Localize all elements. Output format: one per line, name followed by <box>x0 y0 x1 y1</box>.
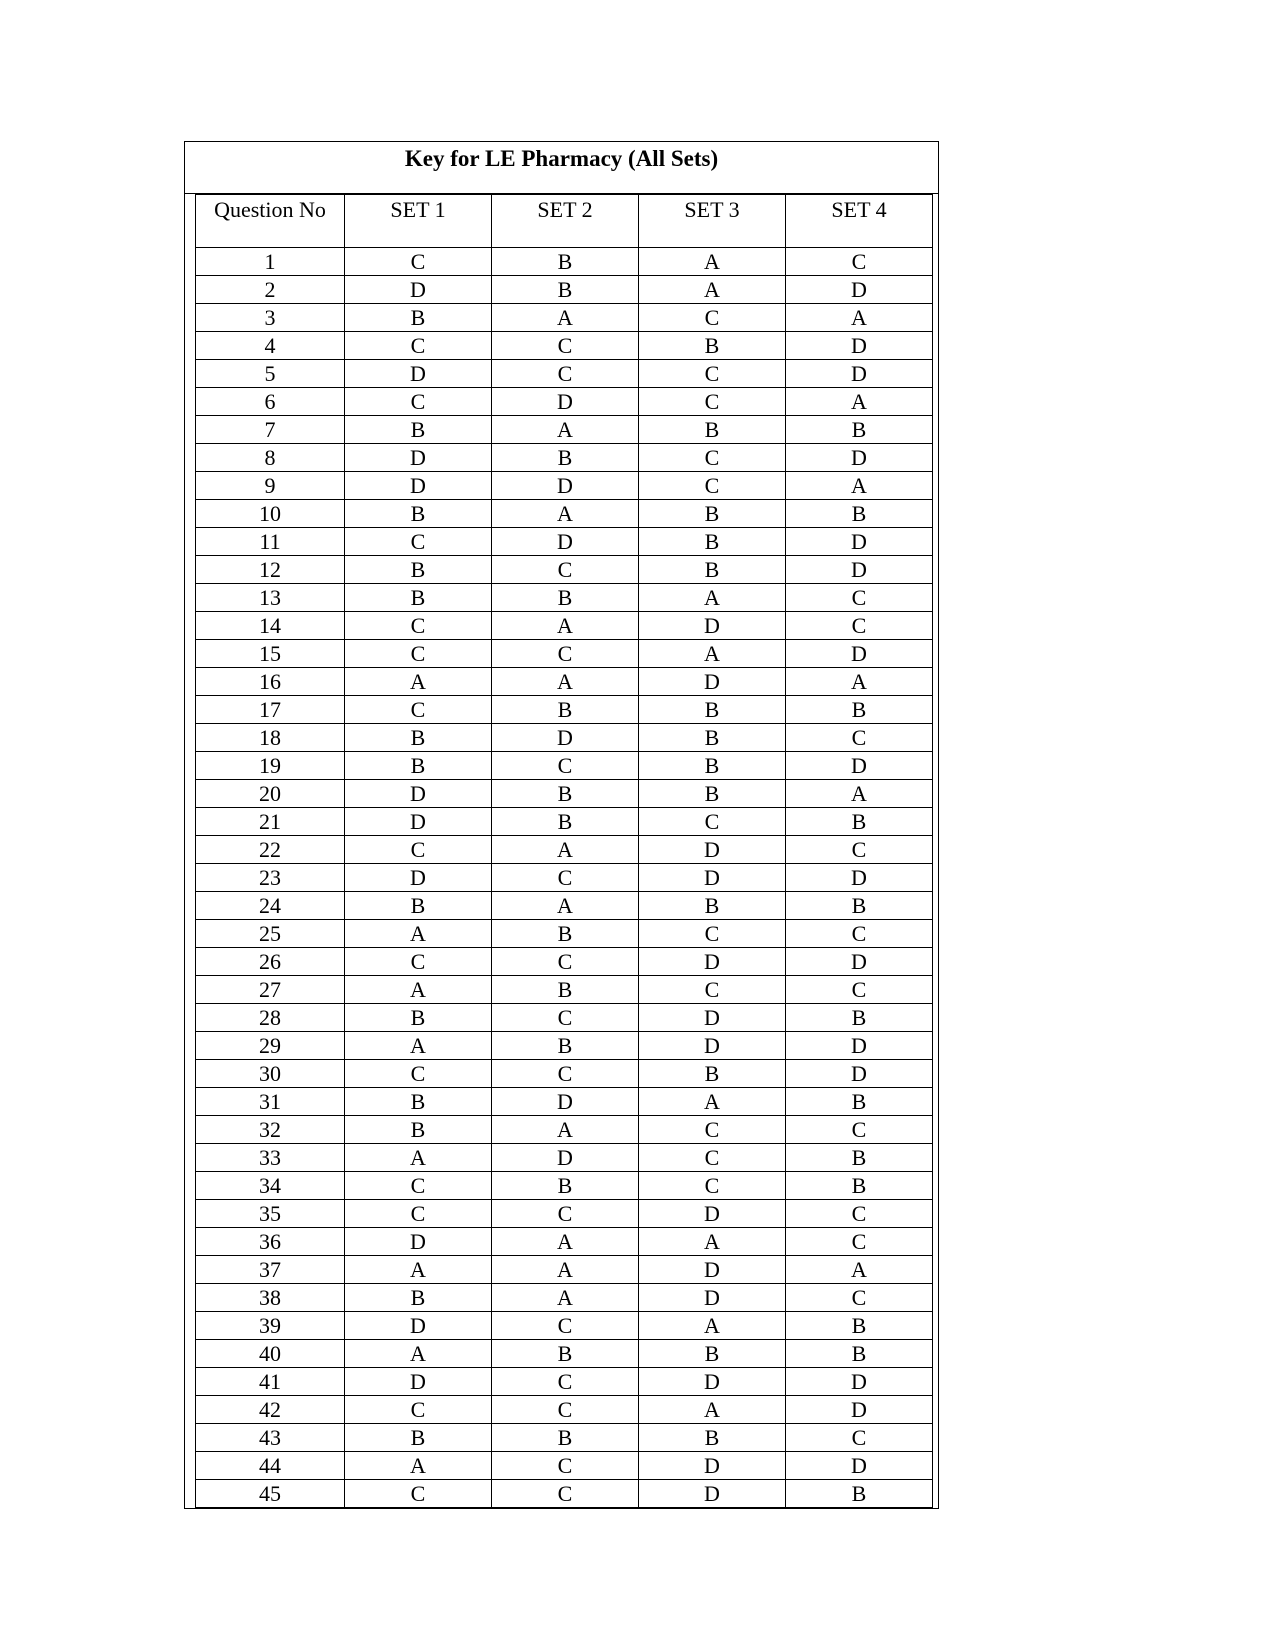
question-number-cell: 6 <box>196 388 345 416</box>
set-2-cell: B <box>492 444 639 472</box>
set-2-cell: A <box>492 892 639 920</box>
table-row <box>196 500 933 528</box>
question-number-cell: 15 <box>196 640 345 668</box>
set-1-cell: C <box>345 1200 492 1228</box>
set-1-cell: B <box>345 584 492 612</box>
set-1-cell: A <box>345 668 492 696</box>
set-1-cell: B <box>345 752 492 780</box>
set-2-cell: D <box>492 1088 639 1116</box>
table-row <box>196 612 933 640</box>
question-number-cell: 20 <box>196 780 345 808</box>
table-row <box>196 248 933 276</box>
set-2-cell: D <box>492 724 639 752</box>
set-4-cell: A <box>786 780 933 808</box>
set-2-cell: A <box>492 612 639 640</box>
set-2-cell: D <box>492 388 639 416</box>
question-number-cell: 43 <box>196 1424 345 1452</box>
question-number-cell: 31 <box>196 1088 345 1116</box>
set-4-cell: C <box>786 976 933 1004</box>
set-3-cell: A <box>639 1396 786 1424</box>
table-row <box>196 808 933 836</box>
set-3-cell: C <box>639 1116 786 1144</box>
set-3-cell: D <box>639 948 786 976</box>
question-number-cell: 27 <box>196 976 345 1004</box>
set-1-cell: C <box>345 1480 492 1508</box>
set-3-cell: B <box>639 500 786 528</box>
set-2-cell: B <box>492 1172 639 1200</box>
set-1-cell: A <box>345 1452 492 1480</box>
question-number-cell: 9 <box>196 472 345 500</box>
set-3-cell: D <box>639 612 786 640</box>
set-3-cell: B <box>639 556 786 584</box>
set-3-cell: B <box>639 1424 786 1452</box>
set-3-cell: A <box>639 640 786 668</box>
set-1-cell: A <box>345 976 492 1004</box>
set-2-cell: A <box>492 416 639 444</box>
question-number-cell: 4 <box>196 332 345 360</box>
set-3-cell: D <box>639 1256 786 1284</box>
table-row <box>196 556 933 584</box>
set-4-cell: C <box>786 1228 933 1256</box>
question-number-cell: 1 <box>196 248 345 276</box>
set-2-cell: C <box>492 1312 639 1340</box>
header-set-1: SET 1 <box>345 195 492 248</box>
set-4-cell: C <box>786 920 933 948</box>
question-number-cell: 8 <box>196 444 345 472</box>
question-number-cell: 26 <box>196 948 345 976</box>
table-row <box>196 1172 933 1200</box>
table-row <box>196 416 933 444</box>
question-number-cell: 39 <box>196 1312 345 1340</box>
page-title: Key for LE Pharmacy (All Sets) <box>185 142 938 194</box>
set-3-cell: D <box>639 1368 786 1396</box>
set-2-cell: D <box>492 1144 639 1172</box>
set-2-cell: B <box>492 1032 639 1060</box>
table-row <box>196 1200 933 1228</box>
set-2-cell: B <box>492 248 639 276</box>
table-row <box>196 1284 933 1312</box>
table-row <box>196 1144 933 1172</box>
set-3-cell: B <box>639 752 786 780</box>
question-number-cell: 17 <box>196 696 345 724</box>
table-row <box>196 780 933 808</box>
table-header-row <box>196 195 933 248</box>
question-number-cell: 10 <box>196 500 345 528</box>
set-2-cell: D <box>492 472 639 500</box>
question-number-cell: 37 <box>196 1256 345 1284</box>
set-3-cell: D <box>639 864 786 892</box>
table-row <box>196 1396 933 1424</box>
set-4-cell: D <box>786 1396 933 1424</box>
set-3-cell: B <box>639 696 786 724</box>
table-row <box>196 1004 933 1032</box>
set-1-cell: B <box>345 1284 492 1312</box>
set-2-cell: B <box>492 780 639 808</box>
table-row <box>196 1032 933 1060</box>
question-number-cell: 5 <box>196 360 345 388</box>
set-3-cell: B <box>639 780 786 808</box>
set-3-cell: D <box>639 1480 786 1508</box>
table-row <box>196 332 933 360</box>
set-3-cell: B <box>639 724 786 752</box>
set-4-cell: C <box>786 1116 933 1144</box>
set-3-cell: C <box>639 976 786 1004</box>
set-1-cell: D <box>345 276 492 304</box>
set-1-cell: B <box>345 724 492 752</box>
set-3-cell: B <box>639 1060 786 1088</box>
set-2-cell: A <box>492 304 639 332</box>
set-2-cell: C <box>492 360 639 388</box>
set-2-cell: C <box>492 1368 639 1396</box>
question-number-cell: 16 <box>196 668 345 696</box>
table-row <box>196 1088 933 1116</box>
table-row <box>196 948 933 976</box>
set-1-cell: B <box>345 556 492 584</box>
question-number-cell: 41 <box>196 1368 345 1396</box>
table-row <box>196 388 933 416</box>
set-1-cell: C <box>345 528 492 556</box>
set-4-cell: D <box>786 276 933 304</box>
table-row <box>196 472 933 500</box>
set-1-cell: B <box>345 1088 492 1116</box>
set-3-cell: C <box>639 388 786 416</box>
set-1-cell: B <box>345 1116 492 1144</box>
header-set-2: SET 2 <box>492 195 639 248</box>
set-2-cell: C <box>492 1200 639 1228</box>
question-number-cell: 40 <box>196 1340 345 1368</box>
set-4-cell: B <box>786 1480 933 1508</box>
set-4-cell: A <box>786 304 933 332</box>
set-4-cell: A <box>786 668 933 696</box>
set-2-cell: C <box>492 1480 639 1508</box>
set-1-cell: B <box>345 500 492 528</box>
set-1-cell: D <box>345 808 492 836</box>
set-3-cell: D <box>639 836 786 864</box>
set-2-cell: C <box>492 864 639 892</box>
set-1-cell: D <box>345 1368 492 1396</box>
set-1-cell: C <box>345 388 492 416</box>
table-row <box>196 1368 933 1396</box>
question-number-cell: 35 <box>196 1200 345 1228</box>
answer-key-table <box>195 194 933 1508</box>
set-4-cell: D <box>786 360 933 388</box>
set-3-cell: C <box>639 920 786 948</box>
header-question-no: Question No <box>196 195 345 248</box>
set-4-cell: C <box>786 1284 933 1312</box>
set-3-cell: B <box>639 528 786 556</box>
set-3-cell: D <box>639 1200 786 1228</box>
question-number-cell: 11 <box>196 528 345 556</box>
table-row <box>196 1228 933 1256</box>
set-3-cell: C <box>639 304 786 332</box>
set-4-cell: D <box>786 948 933 976</box>
set-4-cell: B <box>786 892 933 920</box>
question-number-cell: 14 <box>196 612 345 640</box>
set-1-cell: C <box>345 948 492 976</box>
question-number-cell: 29 <box>196 1032 345 1060</box>
set-4-cell: D <box>786 752 933 780</box>
set-2-cell: A <box>492 836 639 864</box>
set-1-cell: A <box>345 1144 492 1172</box>
question-number-cell: 33 <box>196 1144 345 1172</box>
set-2-cell: B <box>492 920 639 948</box>
set-1-cell: D <box>345 360 492 388</box>
header-set-4: SET 4 <box>786 195 933 248</box>
set-2-cell: B <box>492 276 639 304</box>
set-4-cell: D <box>786 1032 933 1060</box>
table-row <box>196 1256 933 1284</box>
question-number-cell: 45 <box>196 1480 345 1508</box>
set-4-cell: C <box>786 1200 933 1228</box>
set-3-cell: B <box>639 892 786 920</box>
set-2-cell: A <box>492 1116 639 1144</box>
table-row <box>196 864 933 892</box>
set-3-cell: D <box>639 1004 786 1032</box>
set-4-cell: D <box>786 444 933 472</box>
set-4-cell: B <box>786 500 933 528</box>
question-number-cell: 38 <box>196 1284 345 1312</box>
set-4-cell: B <box>786 1144 933 1172</box>
set-4-cell: D <box>786 1452 933 1480</box>
set-3-cell: C <box>639 444 786 472</box>
set-2-cell: C <box>492 948 639 976</box>
set-1-cell: C <box>345 640 492 668</box>
set-1-cell: A <box>345 1256 492 1284</box>
set-1-cell: D <box>345 780 492 808</box>
set-4-cell: B <box>786 1004 933 1032</box>
question-number-cell: 23 <box>196 864 345 892</box>
set-4-cell: A <box>786 472 933 500</box>
set-4-cell: B <box>786 1312 933 1340</box>
set-4-cell: A <box>786 388 933 416</box>
question-number-cell: 12 <box>196 556 345 584</box>
question-number-cell: 44 <box>196 1452 345 1480</box>
set-4-cell: D <box>786 556 933 584</box>
set-4-cell: D <box>786 1060 933 1088</box>
set-3-cell: B <box>639 416 786 444</box>
set-4-cell: B <box>786 1340 933 1368</box>
set-1-cell: C <box>345 1060 492 1088</box>
set-1-cell: C <box>345 612 492 640</box>
set-3-cell: C <box>639 808 786 836</box>
set-2-cell: C <box>492 640 639 668</box>
set-4-cell: D <box>786 332 933 360</box>
header-set-3: SET 3 <box>639 195 786 248</box>
table-row <box>196 1480 933 1508</box>
set-2-cell: C <box>492 1452 639 1480</box>
set-2-cell: C <box>492 556 639 584</box>
set-4-cell: C <box>786 612 933 640</box>
set-2-cell: A <box>492 1284 639 1312</box>
question-number-cell: 30 <box>196 1060 345 1088</box>
table-row <box>196 668 933 696</box>
set-1-cell: B <box>345 1004 492 1032</box>
set-1-cell: B <box>345 1424 492 1452</box>
question-number-cell: 21 <box>196 808 345 836</box>
set-1-cell: C <box>345 248 492 276</box>
set-4-cell: B <box>786 696 933 724</box>
set-3-cell: A <box>639 1088 786 1116</box>
set-1-cell: D <box>345 1228 492 1256</box>
set-1-cell: C <box>345 332 492 360</box>
set-1-cell: D <box>345 1312 492 1340</box>
question-number-cell: 2 <box>196 276 345 304</box>
set-3-cell: B <box>639 1340 786 1368</box>
table-row <box>196 640 933 668</box>
set-4-cell: A <box>786 1256 933 1284</box>
set-4-cell: B <box>786 416 933 444</box>
set-4-cell: B <box>786 808 933 836</box>
set-1-cell: A <box>345 1032 492 1060</box>
set-1-cell: C <box>345 1396 492 1424</box>
set-4-cell: D <box>786 864 933 892</box>
question-number-cell: 24 <box>196 892 345 920</box>
set-3-cell: C <box>639 472 786 500</box>
set-2-cell: B <box>492 976 639 1004</box>
table-row <box>196 444 933 472</box>
table-row <box>196 752 933 780</box>
set-2-cell: A <box>492 1228 639 1256</box>
set-3-cell: D <box>639 1032 786 1060</box>
set-3-cell: A <box>639 276 786 304</box>
set-1-cell: B <box>345 892 492 920</box>
question-number-cell: 19 <box>196 752 345 780</box>
set-3-cell: C <box>639 1172 786 1200</box>
set-2-cell: A <box>492 1256 639 1284</box>
set-4-cell: D <box>786 1368 933 1396</box>
set-2-cell: C <box>492 1004 639 1032</box>
set-2-cell: C <box>492 1396 639 1424</box>
set-1-cell: A <box>345 1340 492 1368</box>
question-number-cell: 36 <box>196 1228 345 1256</box>
question-number-cell: 34 <box>196 1172 345 1200</box>
set-4-cell: C <box>786 724 933 752</box>
question-number-cell: 32 <box>196 1116 345 1144</box>
set-2-cell: B <box>492 1340 639 1368</box>
question-number-cell: 7 <box>196 416 345 444</box>
set-2-cell: C <box>492 752 639 780</box>
set-1-cell: D <box>345 472 492 500</box>
set-2-cell: B <box>492 696 639 724</box>
set-2-cell: D <box>492 528 639 556</box>
set-1-cell: B <box>345 304 492 332</box>
set-4-cell: B <box>786 1172 933 1200</box>
table-row <box>196 304 933 332</box>
set-2-cell: B <box>492 584 639 612</box>
table-row <box>196 584 933 612</box>
set-3-cell: C <box>639 360 786 388</box>
question-number-cell: 28 <box>196 1004 345 1032</box>
set-1-cell: C <box>345 696 492 724</box>
set-1-cell: C <box>345 836 492 864</box>
set-4-cell: C <box>786 584 933 612</box>
answer-key-box <box>184 141 939 1509</box>
set-1-cell: C <box>345 1172 492 1200</box>
table-row <box>196 892 933 920</box>
set-1-cell: A <box>345 920 492 948</box>
set-1-cell: D <box>345 864 492 892</box>
table-row <box>196 528 933 556</box>
table-row <box>196 1424 933 1452</box>
set-3-cell: A <box>639 1312 786 1340</box>
set-3-cell: B <box>639 332 786 360</box>
set-2-cell: A <box>492 500 639 528</box>
set-4-cell: C <box>786 1424 933 1452</box>
table-row <box>196 836 933 864</box>
set-3-cell: A <box>639 248 786 276</box>
table-row <box>196 360 933 388</box>
set-3-cell: C <box>639 1144 786 1172</box>
table-row <box>196 276 933 304</box>
set-3-cell: D <box>639 1452 786 1480</box>
set-3-cell: D <box>639 1284 786 1312</box>
table-row <box>196 976 933 1004</box>
set-4-cell: D <box>786 640 933 668</box>
set-1-cell: D <box>345 444 492 472</box>
set-2-cell: A <box>492 668 639 696</box>
set-4-cell: B <box>786 1088 933 1116</box>
question-number-cell: 25 <box>196 920 345 948</box>
table-row <box>196 1312 933 1340</box>
set-2-cell: C <box>492 332 639 360</box>
set-2-cell: C <box>492 1060 639 1088</box>
question-number-cell: 3 <box>196 304 345 332</box>
set-2-cell: B <box>492 1424 639 1452</box>
table-row <box>196 920 933 948</box>
table-row <box>196 1060 933 1088</box>
set-4-cell: C <box>786 836 933 864</box>
set-1-cell: B <box>345 416 492 444</box>
question-number-cell: 13 <box>196 584 345 612</box>
table-row <box>196 1340 933 1368</box>
set-3-cell: A <box>639 1228 786 1256</box>
set-2-cell: B <box>492 808 639 836</box>
table-row <box>196 724 933 752</box>
question-number-cell: 18 <box>196 724 345 752</box>
question-number-cell: 22 <box>196 836 345 864</box>
table-row <box>196 1116 933 1144</box>
table-row <box>196 1452 933 1480</box>
set-4-cell: C <box>786 248 933 276</box>
set-4-cell: D <box>786 528 933 556</box>
table-row <box>196 696 933 724</box>
question-number-cell: 42 <box>196 1396 345 1424</box>
set-3-cell: D <box>639 668 786 696</box>
set-3-cell: A <box>639 584 786 612</box>
